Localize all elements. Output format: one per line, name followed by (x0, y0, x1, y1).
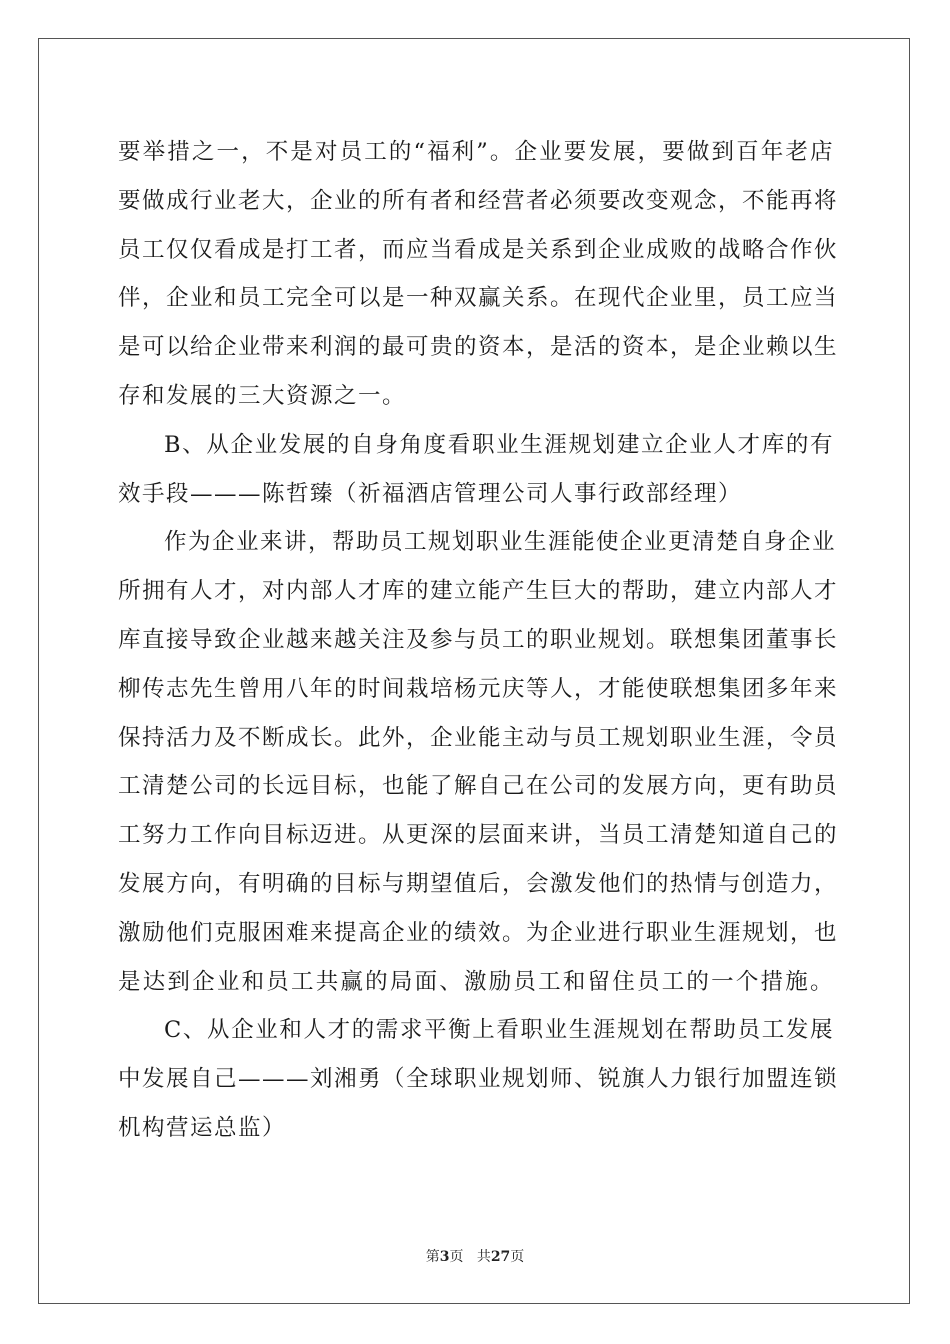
text-line (118, 909, 839, 958)
text-line (118, 762, 839, 811)
text-line (118, 1006, 834, 1055)
text-line-content: 保持活力及不断成长。此外，企业能主动与员工规划职业生涯，令员 (118, 724, 839, 751)
page-footer (0, 1246, 950, 1266)
footer-total-prefix: 共 (476, 1249, 491, 1265)
text-line (118, 372, 834, 421)
text-line (118, 1055, 839, 1104)
text-line-content: 效手段———陈哲臻（祈福酒店管理公司人事行政部经理） (118, 480, 743, 507)
text-line (118, 128, 834, 177)
text-line-content: 发展方向，有明确的目标与期望值后，会激发他们的热情与创造力， (118, 870, 839, 897)
text-line-content: B、从企业发展的自身角度看职业生涯规划建立企业人才库的有 (164, 431, 834, 458)
footer-prefix: 第 (425, 1249, 440, 1265)
text-line-content: 存和发展的三大资源之一。 (118, 382, 407, 409)
text-line (118, 714, 839, 763)
text-line-content: 所拥有人才，对内部人才库的建立能产生巨大的帮助，建立内部人才 (118, 578, 839, 605)
text-line (118, 177, 839, 226)
text-line (118, 323, 839, 372)
document-body (118, 128, 839, 1153)
text-line (118, 470, 834, 519)
text-line (118, 518, 837, 567)
text-line-content: 工清楚公司的长远目标，也能了解自己在公司的发展方向，更有助员 (118, 773, 839, 800)
text-line-content: 作为企业来讲，帮助员工规划职业生涯能使企业更清楚自身企业 (164, 529, 837, 556)
text-line (118, 958, 834, 1007)
footer-current-page: 3 (439, 1249, 450, 1265)
text-line-content: 要做成行业老大，企业的所有者和经营者必须要改变观念，不能再将 (118, 187, 839, 214)
footer-page-suffix: 页 (449, 1249, 464, 1265)
text-line (118, 860, 839, 909)
text-line-content: 中发展自己———刘湘勇（全球职业规划师、锐旗人力银行加盟连锁 (118, 1066, 839, 1093)
footer-total-suffix: 页 (510, 1249, 525, 1265)
text-line-content: 机构营运总监） (118, 1114, 287, 1141)
text-line-content: 库直接导致企业越来越关注及参与员工的职业规划。联想集团董事长 (118, 626, 839, 653)
text-line (118, 421, 834, 470)
text-line-content: 要举措之一，不是对员工的“福利”。企业要发展，要做到百年老店 (118, 139, 834, 165)
footer-total-pages: 27 (490, 1249, 511, 1265)
text-line-content: 是达到企业和员工共赢的局面、激励员工和留住员工的一个措施。 (118, 968, 834, 995)
text-line-content: 工努力工作向目标迈进。从更深的层面来讲，当员工清楚知道自己的 (118, 822, 839, 849)
text-line-content: 伴，企业和员工完全可以是一种双赢关系。在现代企业里，员工应当 (118, 285, 839, 312)
text-line-content: 柳传志先生曾用八年的时间栽培杨元庆等人，才能使联想集团多年来 (118, 675, 839, 702)
text-line-content: 是可以给企业带来利润的最可贵的资本，是活的资本，是企业赖以生 (118, 334, 839, 361)
text-line (118, 274, 839, 323)
text-line-content: 激励他们克服困难来提高企业的绩效。为企业进行职业生涯规划，也 (118, 919, 839, 946)
text-line (118, 811, 839, 860)
text-line (118, 665, 839, 714)
text-line (118, 1104, 834, 1153)
text-line (118, 616, 839, 665)
text-line (118, 226, 839, 275)
text-line-content: 员工仅仅看成是打工者，而应当看成是关系到企业成败的战略合作伙 (118, 236, 839, 263)
text-line (118, 567, 839, 616)
text-line-content: C、从企业和人才的需求平衡上看职业生涯规划在帮助员工发展 (164, 1017, 834, 1044)
